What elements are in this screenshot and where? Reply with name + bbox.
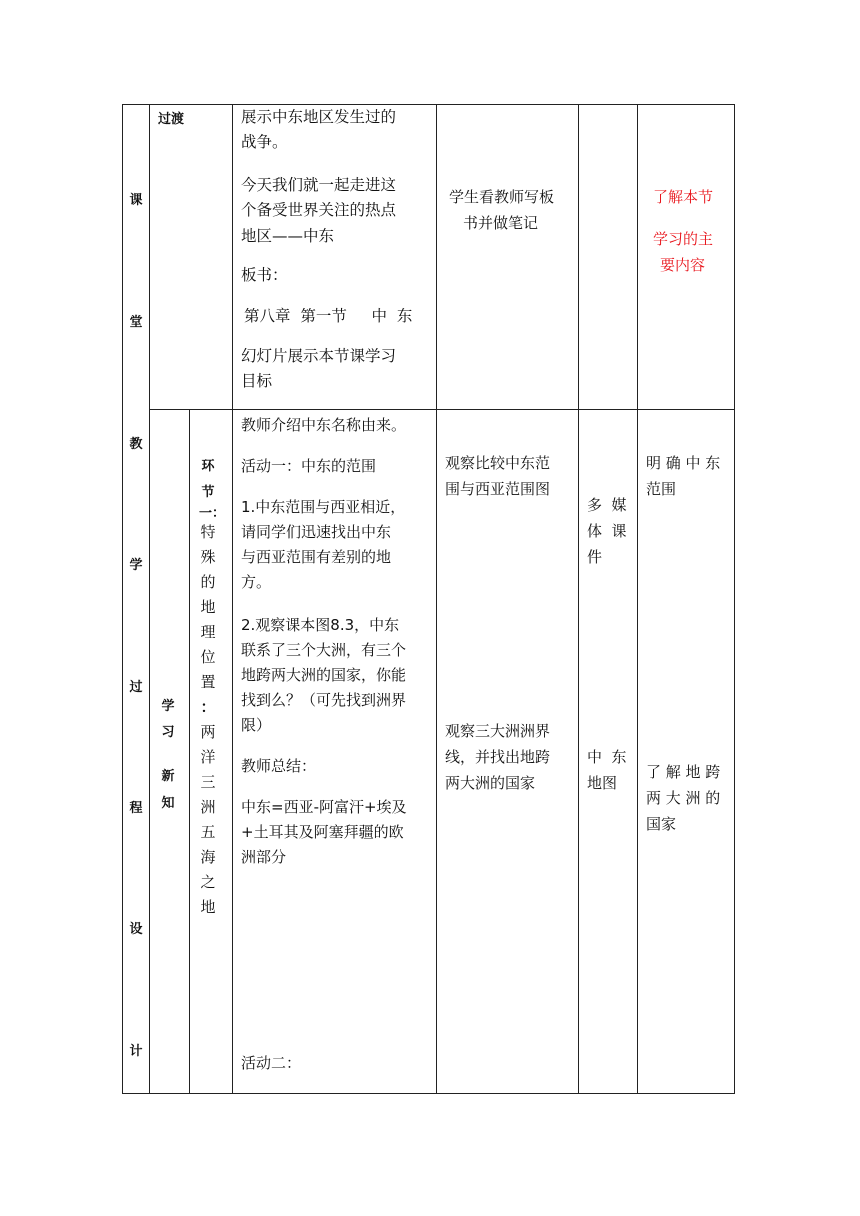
content-line: 活动一：中东的范围 xyxy=(241,457,377,475)
col-divider-4 xyxy=(578,104,579,1094)
table-right-border xyxy=(734,104,735,1094)
student-line: 观察比较中东范 xyxy=(445,454,551,472)
content-line: 找到么？（可先找到洲界 xyxy=(241,691,407,709)
media-line: 件 xyxy=(587,548,603,566)
col-divider-1 xyxy=(149,104,150,1094)
content-line: 今天我们就一起走进这 xyxy=(241,176,397,194)
content-line: +土耳其及阿塞拜疆的欧 xyxy=(241,823,404,841)
media-line: 中 东 xyxy=(587,748,627,766)
section-char: 置 xyxy=(200,673,216,691)
content-line: 中东=西亚-阿富汗+埃及 xyxy=(241,798,407,816)
section-char: 环 xyxy=(201,459,215,474)
section-char: 之 xyxy=(200,873,216,891)
media-line: 体 课 xyxy=(587,522,627,540)
content-line: 方。 xyxy=(241,573,272,591)
content-line: 地区——中东 xyxy=(241,227,335,245)
student-line: 线，并找出地跨 xyxy=(445,748,551,766)
content-line: 展示中东地区发生过的 xyxy=(241,108,397,126)
section-char: 地 xyxy=(200,898,216,916)
media-line: 多 媒 xyxy=(587,496,627,514)
row-divider xyxy=(149,409,735,410)
table-top-border xyxy=(122,104,735,105)
goal-line: 两 大 洲 的 xyxy=(646,789,721,807)
section-char: 三 xyxy=(200,773,216,791)
left-char: 计 xyxy=(129,1044,143,1059)
content-line: 1.中东范围与西亚相近， xyxy=(241,498,406,516)
section-char: 海 xyxy=(200,848,216,866)
content-line: 洲部分 xyxy=(241,848,287,866)
col-divider-2 xyxy=(232,104,233,1094)
content-line: 请同学们迅速找出中东 xyxy=(241,523,392,541)
goal-line: 明 确 中 东 xyxy=(646,454,721,472)
stage-char: 学 xyxy=(161,699,175,714)
student-line: 两大洲的国家 xyxy=(445,774,536,792)
student-line: 围与西亚范围图 xyxy=(445,480,551,498)
stage-char: 习 xyxy=(161,725,175,740)
left-char: 教 xyxy=(129,437,143,452)
left-char: 程 xyxy=(129,801,143,816)
content-line: 第八章 第一节 中 东 xyxy=(244,307,413,325)
col-divider-3 xyxy=(436,104,437,1094)
section-char: ： xyxy=(200,698,216,716)
content-line: 活动二： xyxy=(241,1054,302,1072)
media-line: 地图 xyxy=(587,774,618,792)
section-char: 位 xyxy=(200,648,216,666)
stage-char: 知 xyxy=(161,796,175,811)
section-char: 两 xyxy=(200,723,216,741)
content-line: 2.观察课本图8.3，中东 xyxy=(241,616,400,634)
table-bottom-border xyxy=(122,1093,735,1094)
content-line: 战争。 xyxy=(241,133,288,151)
table-left-border xyxy=(122,104,123,1094)
left-char: 过 xyxy=(129,680,143,695)
content-line: 幻灯片展示本节课学习 xyxy=(241,347,397,365)
section-char: 特 xyxy=(200,523,216,541)
col-divider-5 xyxy=(637,104,638,1094)
content-line: 与西亚范围有差别的地 xyxy=(241,548,392,566)
section-char: 节 xyxy=(201,485,215,500)
content-line: 限） xyxy=(241,716,272,734)
student-line: 观察三大洲洲界 xyxy=(445,722,551,740)
section-char: 洲 xyxy=(200,798,216,816)
content-line: 教师总结： xyxy=(241,757,317,775)
goal-line: 国家 xyxy=(646,815,677,833)
goal-line: 了解本节 xyxy=(653,188,714,206)
left-char: 学 xyxy=(129,558,143,573)
goal-line: 要内容 xyxy=(660,256,706,274)
section-char: 的 xyxy=(200,573,216,591)
left-char: 设 xyxy=(129,922,143,937)
content-line: 板书： xyxy=(241,266,288,284)
content-line: 教师介绍中东名称由来。 xyxy=(241,416,407,434)
left-char: 堂 xyxy=(129,315,143,330)
section-char: 五 xyxy=(200,823,216,841)
content-line: 目标 xyxy=(241,372,273,390)
content-line: 联系了三个大洲，有三个 xyxy=(241,641,407,659)
stage-char: 新 xyxy=(161,769,175,784)
section-char: 地 xyxy=(200,598,216,616)
section-char: 殊 xyxy=(200,548,216,566)
content-line: 地跨两大洲的国家，你能 xyxy=(241,666,407,684)
section-char: 理 xyxy=(200,623,216,641)
goal-line: 学习的主 xyxy=(653,230,714,248)
stage-label-transition: 过渡 xyxy=(158,112,185,127)
section-char: 洋 xyxy=(200,748,216,766)
goal-line: 范围 xyxy=(646,480,677,498)
content-line: 个备受世界关注的热点 xyxy=(241,201,397,219)
student-line: 学生看教师写板 xyxy=(449,188,555,206)
col-divider-stage-sub xyxy=(189,409,190,1094)
student-line: 书并做笔记 xyxy=(463,214,539,232)
section-char: 一： xyxy=(199,506,226,521)
goal-line: 了 解 地 跨 xyxy=(646,763,721,781)
left-char: 课 xyxy=(129,193,143,208)
